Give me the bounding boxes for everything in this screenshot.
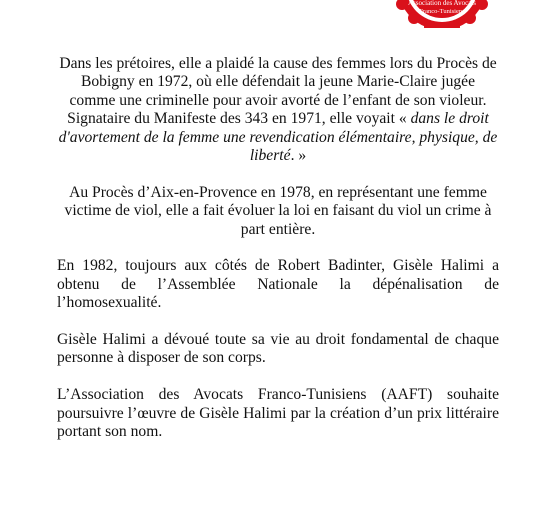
quote-avortement: dans le droit d'avortement de la femme une revendication élémentaire, physique, de liberté — [58, 110, 498, 165]
paragraph-bobigny — [57, 55, 499, 165]
paragraph-droit: Gisèle Halimi a dévoué toute sa vie au droit fondamental de chaque personne à disposer de son corps. — [57, 331, 499, 367]
document-body — [57, 55, 499, 460]
seal-text-line2: Franco-Tunisiens — [419, 8, 465, 15]
seal-text-line1: Association des Avocats — [408, 0, 476, 7]
paragraph-1982: En 1982, toujours aux côtés de Robert Badinter, Gisèle Halimi a obtenu de l’Assemblée Nationale la dépénalisation de l’homosexualité. — [57, 257, 499, 312]
paragraph-aix: Au Procès d’Aix-en-Provence en 1978, en représentant une femme victime de viol, elle a fait évoluer la loi en faisant du viol un crime à part entière. — [64, 183, 492, 238]
association-seal-logo — [362, 0, 522, 28]
paragraph-bobigny-text: Dans les prétoires, elle a plaidé la cause des femmes lors du Procès de Bobigny en 1972, où elle défendait la jeune Marie-Claire jugée comme une criminelle pour avoir avorté de l’enfant de son violeur. Signataire du Manifeste des 343 en 1971, elle voyait « — [59, 55, 497, 128]
paragraph-aaft: L’Association des Avocats Franco-Tunisiens (AAFT) souhaite poursuivre l’œuvre de Gisèle Halimi par la création d’un prix littéraire portant son nom. — [57, 386, 499, 441]
quote-end: . » — [290, 147, 307, 165]
